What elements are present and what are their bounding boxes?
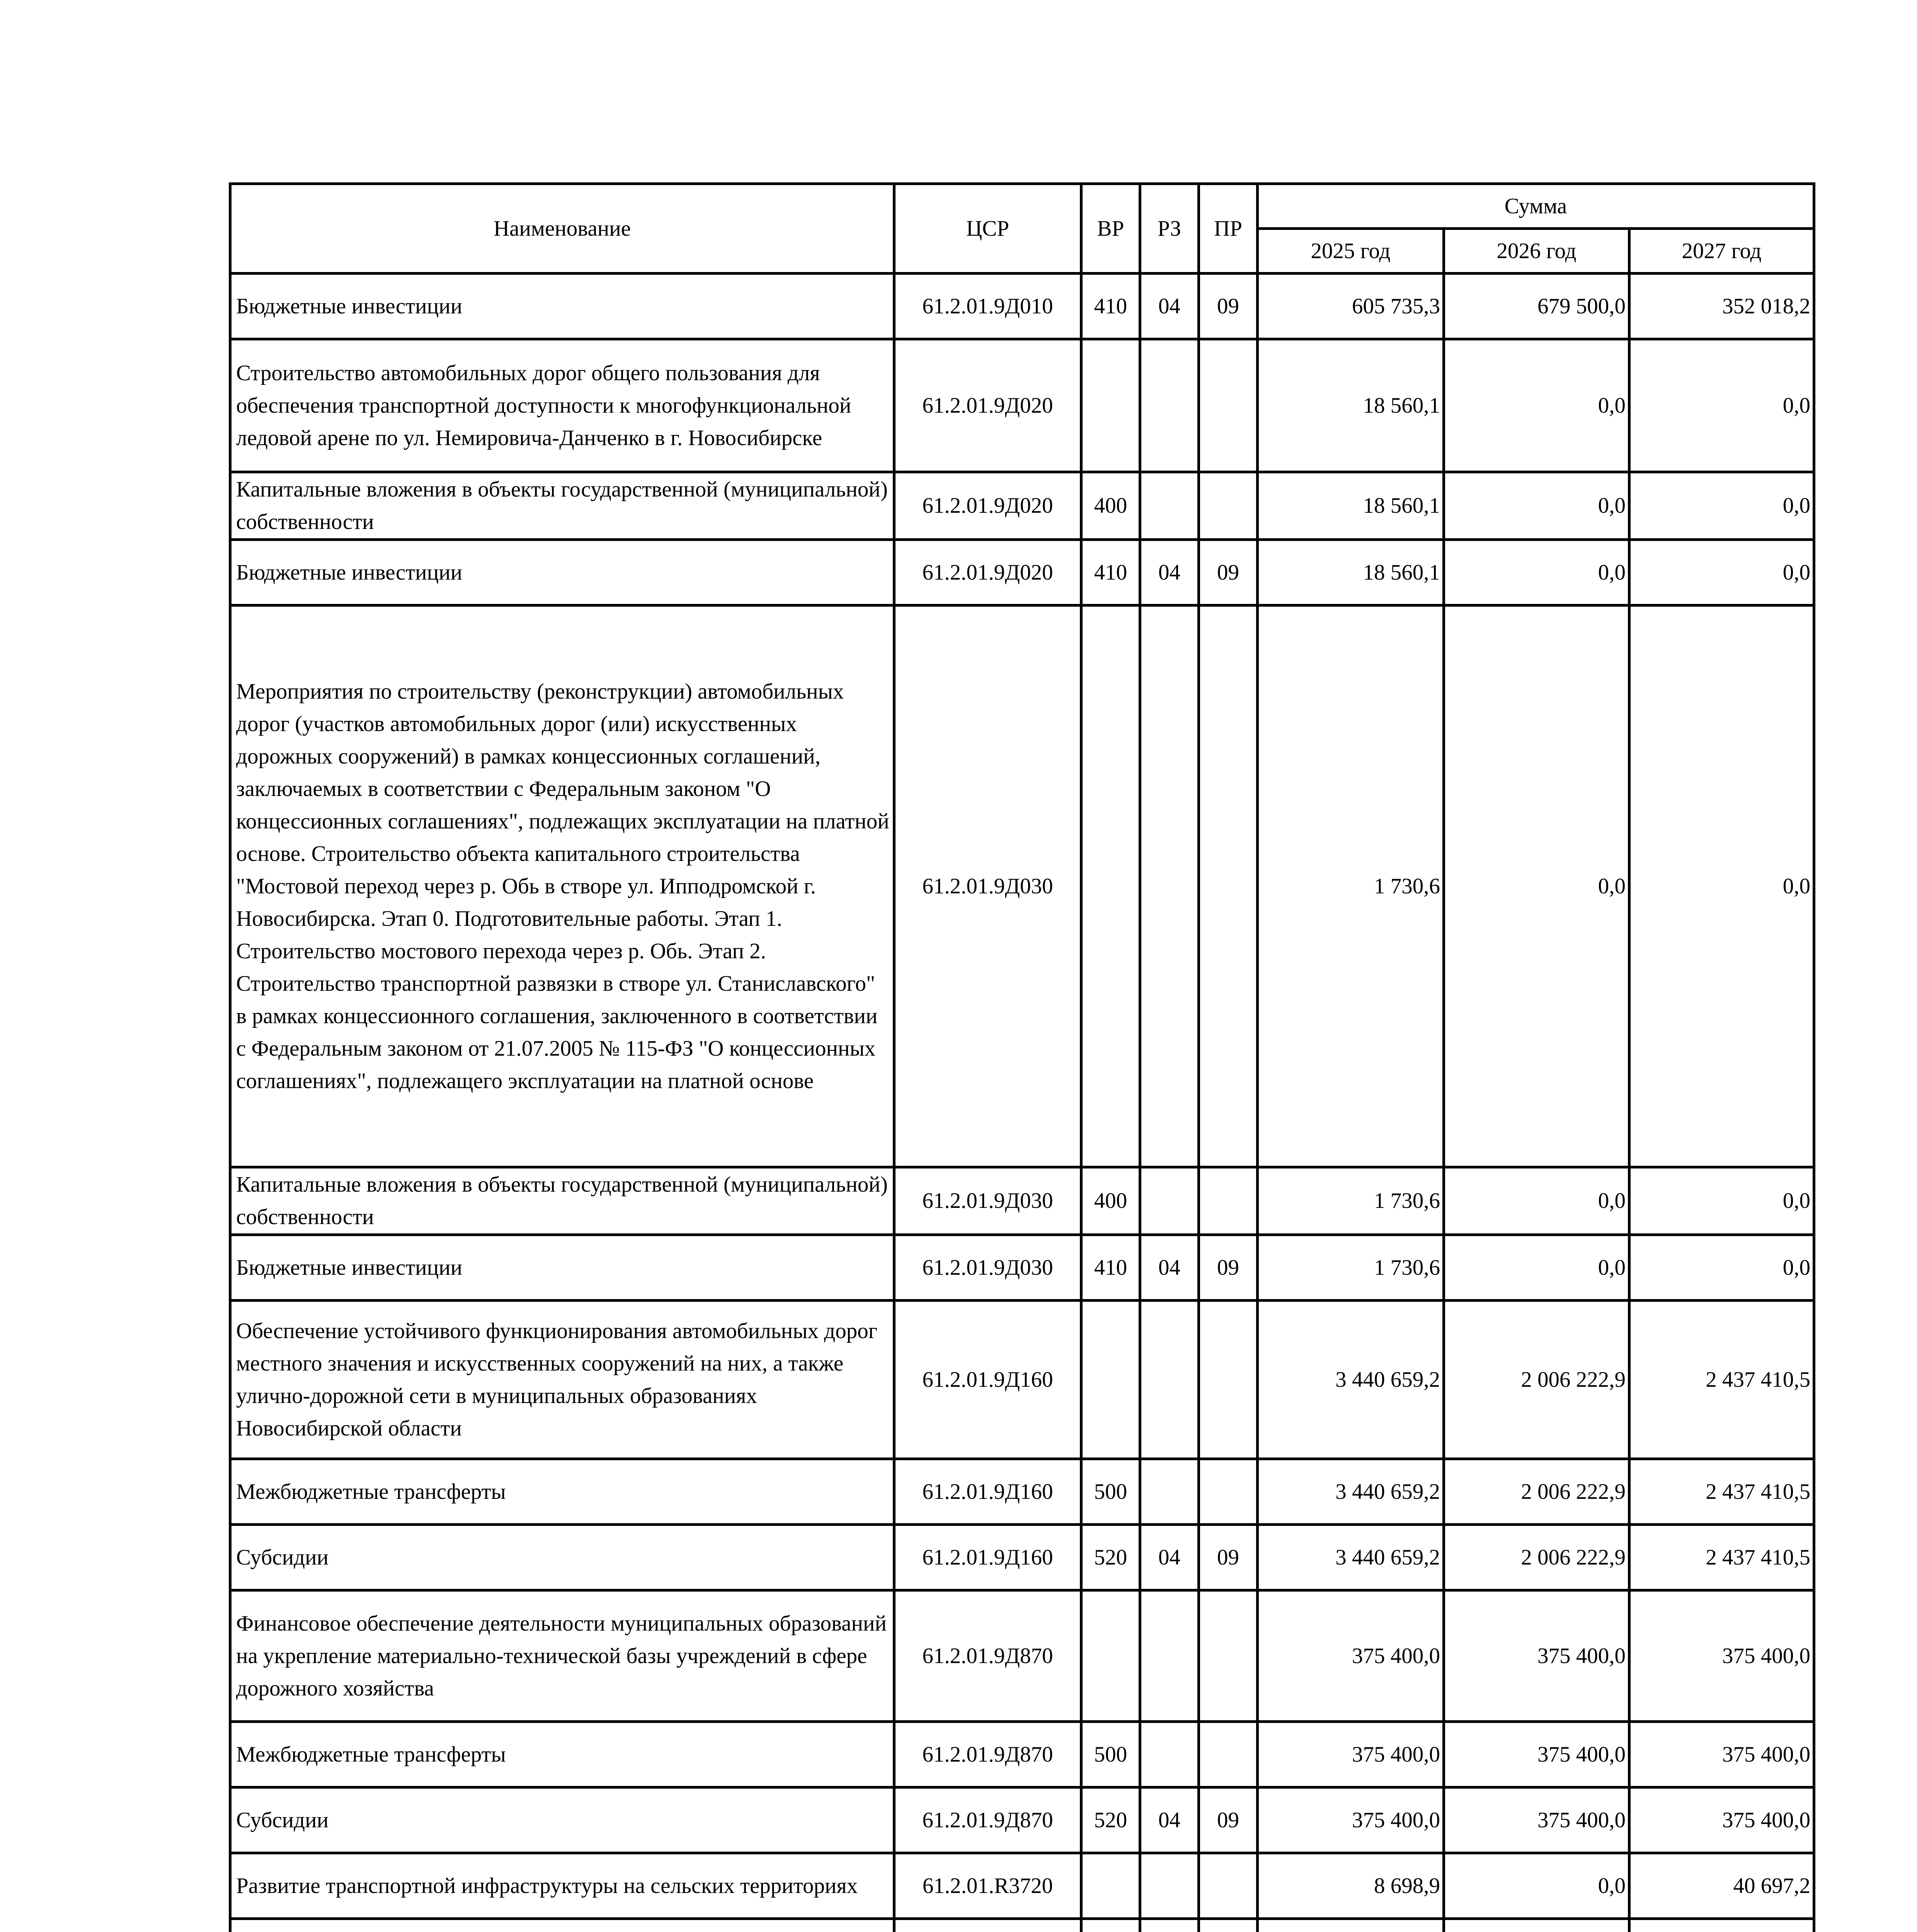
cell-name: Межбюджетные трансферты <box>230 1459 894 1525</box>
table-header <box>230 184 1814 274</box>
cell-2027: 2 437 410,5 <box>1629 1459 1814 1525</box>
cell-2026: 0,0 <box>1444 339 1629 472</box>
cell-2025: 1 730,6 <box>1258 1235 1444 1301</box>
header-name: Наименование <box>230 184 894 274</box>
cell-2026: 375 400,0 <box>1444 1722 1629 1787</box>
cell-vr: 410 <box>1081 274 1140 339</box>
cell-name: Развитие транспортной инфраструктуры на сельских территориях <box>230 1853 894 1919</box>
cell-2025: 8 698,9 <box>1258 1853 1444 1919</box>
cell-pr: 09 <box>1199 1787 1258 1853</box>
header-year-2027: 2027 год <box>1629 229 1814 274</box>
cell-2026: 0,0 <box>1444 472 1629 540</box>
cell-rz <box>1140 1459 1199 1525</box>
cell-rz <box>1140 1853 1199 1919</box>
cell-2026: 2 006 222,9 <box>1444 1459 1629 1525</box>
cell-name: Мероприятия по строительству (реконструкции) автомобильных дорог (участков автомобильных дорог (или) искусственных дорожных сооружений) в рамках концессионных соглашений, заключаемых в соответствии с Федеральным законом "О концессионных соглашениях", подлежащих эксплуатации на платной основе. Строительство объекта капитального строительства "Мостовой переход через р. Обь в створе ул. Ипподромской г. Новосибирска. Этап 0. Подготовительные работы. Этап 1. Строительство мостового перехода через р. Обь. Этап 2. Строительство транспортной развязки в створе ул. Станиславского" в рамках концессионного соглашения, заключенного в соответствии с Федеральным законом от 21.07.2005 № 115-ФЗ "О концессионных соглашениях", подлежащего эксплуатации на платной основе <box>230 605 894 1167</box>
cell-pr <box>1199 472 1258 540</box>
cell-2027: 375 400,0 <box>1629 1722 1814 1787</box>
cell-2027: 2 437 410,5 <box>1629 1301 1814 1459</box>
cell-vr <box>1081 339 1140 472</box>
table-row <box>230 1787 1814 1853</box>
cell-csr: 61.2.01.9Д030 <box>894 1235 1081 1301</box>
cell-2025: 18 560,1 <box>1258 472 1444 540</box>
table-row <box>230 1722 1814 1787</box>
table-row <box>230 1167 1814 1235</box>
cell-name: Субсидии <box>230 1787 894 1853</box>
cell-2025: 375 400,0 <box>1258 1722 1444 1787</box>
cell-csr: 61.2.01.9Д160 <box>894 1459 1081 1525</box>
cell-2026 <box>1444 1919 1629 1932</box>
cell-vr: 500 <box>1081 1722 1140 1787</box>
cell-2025 <box>1258 1919 1444 1932</box>
cell-pr <box>1199 1919 1258 1932</box>
cell-2027: 0,0 <box>1629 1167 1814 1235</box>
cell-rz: 04 <box>1140 540 1199 605</box>
cell-2025: 1 730,6 <box>1258 1167 1444 1235</box>
cell-vr <box>1081 1919 1140 1932</box>
table-row <box>230 605 1814 1167</box>
cell-csr: 61.2.01.R3720 <box>894 1853 1081 1919</box>
cell-pr: 09 <box>1199 274 1258 339</box>
cell-csr: 61.2.01.9Д020 <box>894 540 1081 605</box>
cell-rz <box>1140 1722 1199 1787</box>
cell-vr <box>1081 605 1140 1167</box>
cell-csr: 61.2.01.9Д020 <box>894 339 1081 472</box>
cell-pr <box>1199 1590 1258 1722</box>
cell-rz: 04 <box>1140 274 1199 339</box>
cell-2025: 1 730,6 <box>1258 605 1444 1167</box>
cell-vr: 520 <box>1081 1787 1140 1853</box>
cell-rz <box>1140 1301 1199 1459</box>
cell-name: Капитальные вложения в объекты государственной (муниципальной) собственности <box>230 472 894 540</box>
cell-name: Бюджетные инвестиции <box>230 1235 894 1301</box>
header-rz: РЗ <box>1140 184 1199 274</box>
cell-vr: 410 <box>1081 540 1140 605</box>
cell-2025: 375 400,0 <box>1258 1590 1444 1722</box>
cell-rz <box>1140 339 1199 472</box>
cell-2026: 2 006 222,9 <box>1444 1301 1629 1459</box>
cell-name: Бюджетные инвестиции <box>230 540 894 605</box>
header-year-2026: 2026 год <box>1444 229 1629 274</box>
table-row <box>230 540 1814 605</box>
table-row <box>230 1590 1814 1722</box>
header-year-2025: 2025 год <box>1258 229 1444 274</box>
cell-2025: 18 560,1 <box>1258 540 1444 605</box>
cell-name: Бюджетные инвестиции <box>230 274 894 339</box>
cell-pr <box>1199 605 1258 1167</box>
table-row <box>230 1301 1814 1459</box>
cell-vr <box>1081 1590 1140 1722</box>
cell-2026: 375 400,0 <box>1444 1590 1629 1722</box>
cell-vr: 400 <box>1081 1167 1140 1235</box>
cell-csr: 61.2.01.9Д020 <box>894 472 1081 540</box>
cell-2025: 3 440 659,2 <box>1258 1459 1444 1525</box>
table-body <box>230 274 1814 1932</box>
cell-csr: 61.2.01.9Д160 <box>894 1525 1081 1590</box>
cell-pr: 09 <box>1199 540 1258 605</box>
cell-rz <box>1140 472 1199 540</box>
cell-rz: 04 <box>1140 1525 1199 1590</box>
cell-rz <box>1140 605 1199 1167</box>
cell-name <box>230 1919 894 1932</box>
cell-name: Обеспечение устойчивого функционирования автомобильных дорог местного значения и искусственных сооружений на них, а также улично-дорожной сети в муниципальных образованиях Новосибирской области <box>230 1301 894 1459</box>
cell-csr: 61.2.01.9Д160 <box>894 1301 1081 1459</box>
cell-csr: 61.2.01.9Д870 <box>894 1787 1081 1853</box>
cell-2026: 679 500,0 <box>1444 274 1629 339</box>
cell-name: Субсидии <box>230 1525 894 1590</box>
cell-csr: 61.2.01.9Д870 <box>894 1722 1081 1787</box>
cell-2027: 0,0 <box>1629 339 1814 472</box>
table-row <box>230 339 1814 472</box>
table-row <box>230 1525 1814 1590</box>
cell-2027: 0,0 <box>1629 472 1814 540</box>
cell-2026: 0,0 <box>1444 1235 1629 1301</box>
cell-pr <box>1199 1853 1258 1919</box>
table-row <box>230 1853 1814 1919</box>
cell-2027 <box>1629 1919 1814 1932</box>
cell-name: Строительство автомобильных дорог общего пользования для обеспечения транспортной доступности к многофункциональной ледовой арене по ул. Немировича-Данченко в г. Новосибирске <box>230 339 894 472</box>
cell-csr <box>894 1919 1081 1932</box>
cell-csr: 61.2.01.9Д870 <box>894 1590 1081 1722</box>
cell-2027: 2 437 410,5 <box>1629 1525 1814 1590</box>
table-row <box>230 274 1814 339</box>
cell-2025: 3 440 659,2 <box>1258 1525 1444 1590</box>
cell-name: Финансовое обеспечение деятельности муниципальных образований на укрепление материально-технической базы учреждений в сфере дорожного хозяйства <box>230 1590 894 1722</box>
cell-name: Межбюджетные трансферты <box>230 1722 894 1787</box>
cell-rz: 04 <box>1140 1235 1199 1301</box>
cell-csr: 61.2.01.9Д010 <box>894 274 1081 339</box>
cell-vr: 520 <box>1081 1525 1140 1590</box>
cell-pr: 09 <box>1199 1235 1258 1301</box>
cell-2027: 352 018,2 <box>1629 274 1814 339</box>
cell-2027: 40 697,2 <box>1629 1853 1814 1919</box>
cell-vr: 400 <box>1081 472 1140 540</box>
cell-csr: 61.2.01.9Д030 <box>894 605 1081 1167</box>
cell-pr: 09 <box>1199 1525 1258 1590</box>
cell-pr <box>1199 1167 1258 1235</box>
cell-vr: 410 <box>1081 1235 1140 1301</box>
cell-2025: 375 400,0 <box>1258 1787 1444 1853</box>
header-pr: ПР <box>1199 184 1258 274</box>
table-row <box>230 1919 1814 1932</box>
cell-csr: 61.2.01.9Д030 <box>894 1167 1081 1235</box>
cell-vr: 500 <box>1081 1459 1140 1525</box>
cell-2026: 0,0 <box>1444 1853 1629 1919</box>
cell-2025: 18 560,1 <box>1258 339 1444 472</box>
cell-name: Капитальные вложения в объекты государственной (муниципальной) собственности <box>230 1167 894 1235</box>
cell-pr <box>1199 1459 1258 1525</box>
cell-2027: 375 400,0 <box>1629 1590 1814 1722</box>
cell-2025: 3 440 659,2 <box>1258 1301 1444 1459</box>
cell-vr <box>1081 1301 1140 1459</box>
cell-2027: 0,0 <box>1629 1235 1814 1301</box>
cell-rz: 04 <box>1140 1787 1199 1853</box>
cell-pr <box>1199 1301 1258 1459</box>
budget-table <box>229 182 1815 1932</box>
cell-pr <box>1199 1722 1258 1787</box>
cell-2027: 0,0 <box>1629 540 1814 605</box>
cell-pr <box>1199 339 1258 472</box>
cell-2025: 605 735,3 <box>1258 274 1444 339</box>
table-row <box>230 1235 1814 1301</box>
cell-2026: 0,0 <box>1444 605 1629 1167</box>
table-row <box>230 1459 1814 1525</box>
cell-2027: 0,0 <box>1629 605 1814 1167</box>
header-vr: ВР <box>1081 184 1140 274</box>
cell-rz <box>1140 1919 1199 1932</box>
cell-2026: 2 006 222,9 <box>1444 1525 1629 1590</box>
cell-rz <box>1140 1167 1199 1235</box>
cell-2027: 375 400,0 <box>1629 1787 1814 1853</box>
cell-2026: 0,0 <box>1444 540 1629 605</box>
cell-vr <box>1081 1853 1140 1919</box>
header-csr: ЦСР <box>894 184 1081 274</box>
header-sum: Сумма <box>1258 184 1814 229</box>
cell-2026: 0,0 <box>1444 1167 1629 1235</box>
cell-2026: 375 400,0 <box>1444 1787 1629 1853</box>
table-row <box>230 472 1814 540</box>
cell-rz <box>1140 1590 1199 1722</box>
